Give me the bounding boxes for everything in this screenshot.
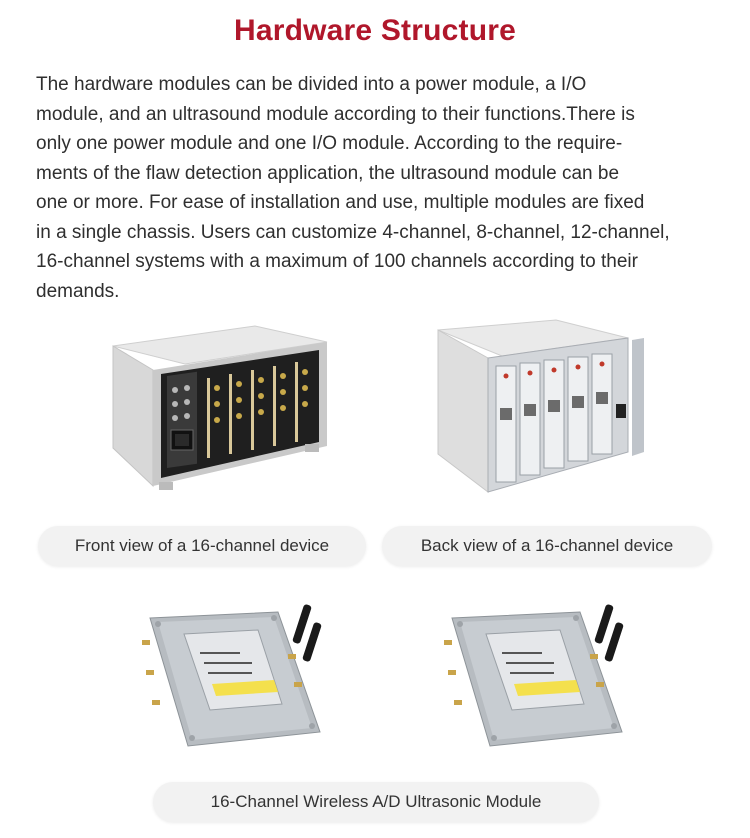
intro-paragraph (36, 70, 726, 306)
back-view-caption: Back view of a 16-channel device (382, 526, 712, 566)
wireless-module-image-right (430, 600, 630, 760)
front-chassis-image (105, 318, 345, 498)
paragraph-line: module, and an ultrasound module according to their functions.There is (36, 103, 635, 125)
paragraph-line: 16-channel systems with a maximum of 100 channels according to their (36, 251, 638, 272)
paragraph-line: in a single chassis. Users can customize 4-channel, 8-channel, 12-channel, (36, 221, 670, 243)
paragraph-line: demands. (36, 280, 120, 302)
wireless-module-image-left (128, 600, 328, 760)
front-view-caption: Front view of a 16-channel device (38, 526, 366, 566)
paragraph-line: only one power module and one I/O module. According to the require- (36, 133, 623, 154)
wireless-module-caption: 16-Channel Wireless A/D Ultrasonic Module (153, 782, 599, 822)
paragraph-line: ments of the flaw detection application, the ultrasound module can be (36, 162, 620, 184)
paragraph-line: The hardware modules can be divided into a power module, a I/O (36, 74, 587, 95)
paragraph-line: one or more. For ease of installation and use, multiple modules are fixed (36, 192, 645, 213)
page-title: Hardware Structure (233, 14, 517, 47)
back-chassis-image (432, 316, 672, 500)
